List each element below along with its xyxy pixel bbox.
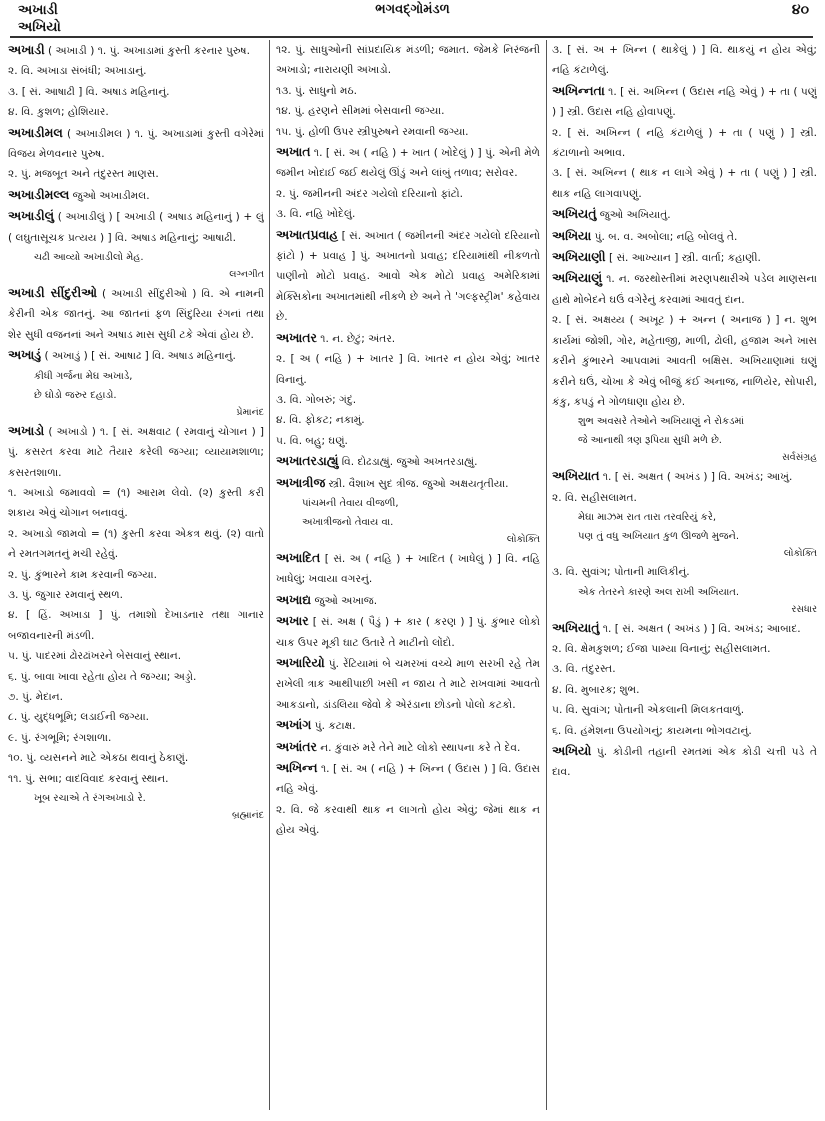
definition-text: ( અખાડી સીંદુરીઓ ) વિ. એ નામની કેરીની એક જાતનું. આ જાતનાં ફળ સિંદુરિયા રંગનાં તથા શેર સુધી વજનનાં અને અષાડ માસ સુધી ટકે એવાં હોય છે. [8,288,264,341]
dictionary-entry [276,473,540,494]
dictionary-entry [276,737,540,758]
definition-text: પું. રેંટિયામાં બે ચમરખાં વચ્ચે માળ સરખી રહે તેમ રાખેલી ત્રાક આથીપાછી ખસી ન જાય તે માટે રાખવામાં આવતો આકડાનો, ડાંડલિયા જેવો કે એરંડાના છોડનો પોલો કટકો. [276,657,540,711]
sense-text: ૧૫. પું. હોળી ઉપર સ્ત્રીપુરુષને રમવાની જગ્યા. [276,125,469,138]
headword: અખિયા [552,227,592,243]
sense-text: ૩. વિ. ગોબરું; ગંદું. [276,393,357,406]
column-divider [546,40,547,1110]
definition-text: ન. કુંવારું મરે તેને માટે લોકો સ્થાપના કરે તે દેવ. [316,741,521,754]
sense-text: ૨. [ સં. અખિન્ન ( નહિ કંટાળેલું ) + તા ( પણું ) ] સ્ત્રી. કંટાળાનો અભાવ. [552,126,817,160]
sense-text: ૩. પું. જુગાર રમવાનું સ્થળ. [8,588,124,601]
quote-source: બ્રહ્માનંદ [232,810,264,821]
sense-text: ૪. વિ. ફોકટ; નકામું. [276,414,365,427]
dictionary-entry [552,741,817,783]
sense-text: ૧૩. પું. સાધુનો મઠ. [276,84,358,97]
headword: અખિન્નતા [552,82,605,98]
definition-text: પું. કોડીની તહાની રમતમાં એક કોડી ચત્તી પડે તે દાવ. [552,745,817,779]
sense-text: ૫. પું. પાદરમાં ઢોરઢાંખરને બેસવાનું સ્થાન. [8,650,182,663]
definition-text: ૧. [ સં. અખિન્ન ( ઉદાસ નહિ એવું ) + તા ( પણું ) ] સ્ત્રી. ઉદાસ નહિ હોવાપણું. [552,85,817,119]
dictionary-entry [276,328,540,349]
dictionary-entry [552,268,817,310]
quote-line: પણ તું વધુ અખિયાત કુળ ઊજળે મુજને. [578,531,740,543]
headword: અખિયાણું [552,270,603,286]
sense-text: ૭. પું. મેદાન. [8,690,63,703]
headword: અખિયાતું [552,619,600,635]
definition-text: વિ. દોઢડાહ્યું. જુઓ અખતરડાહ્યું. [338,456,478,469]
headword: અખાતરડાહ્યું [276,453,339,469]
quote-line: મેઘા માઝમ રાત તારા તરવરિયું કરે, [578,512,717,524]
definition-text: ( અખાડીલું ) [ અખાડી ( અષાડ મહિનાનું ) + લું ( લઘુતાસૂચક પ્રત્યય ) ] વિ. અષાડ મહિનાનું; આષાઢી. [8,211,264,244]
quote-line: કીધી ગર્જના મેઘ અખાડે, [34,370,133,382]
column-2 [276,40,540,1110]
running-title: ભગવદ્ગોમંડળ [375,2,450,17]
sense-text: ૩. વિ. તંદુરસ્ત. [552,663,616,676]
headword: અખાતર [276,329,317,345]
headword: અખિયતું [552,206,597,222]
dictionary-entry [8,185,264,206]
definition-text: [ સં. અક્ષ ( પૈડું ) + કાર ( કરણ ) ] પું. કુંભાર લોકો ચાક ઉપર મૂકી ઘાટ ઉતારે તે માટીનો લોંદો. [276,616,540,649]
sense-text: ૨. વિ. ક્ષેમકુશળ; ઈજા પામ્યા વિનાનું; સહીસલામત. [552,642,771,655]
definition-text: ૧. [ સં. અ ( નહિ ) + ખાત ( ખોદેલું ) ] પું. એની મેળે જમીન ખોદાઈ જઈ થયેલું ઊંડું અને લાંબું તળાવ; સરોવર. [276,147,540,180]
dictionary-entry [8,345,264,366]
quote-source: રસધાર [791,603,817,615]
example-quote [552,583,817,602]
quote-line: અખાત્રીજનો તેવાય વા. [302,516,394,528]
quote-line: છે ઘોડો જરુર દહાડો. [34,389,117,401]
headword: અખાડીલું [8,208,55,224]
dictionary-entry [552,81,817,123]
quote-source: લોકોક્તિ [506,533,540,545]
definition-text: ૧. [ સં. અક્ષત ( અખંડ ) ] વિ. અખંડ; આબાદ. [599,622,801,635]
dictionary-entry [8,283,264,345]
definition-text: ( અખાડી ) ૧. પું. અખાડામાં કુસ્તી કરનાર પુરુષ. [44,45,250,57]
quote-source: લોકોક્તિ [783,548,817,560]
dictionary-entry [8,123,264,165]
sense-text: ૨. પું. જમીનની અંદર ગયેલો દરિયાનો ફાંટો. [276,187,463,200]
dictionary-entry [552,466,817,487]
definition-text: [ સં. અખાત ( જમીનની અંદર ગયેલો દરિયાનો ફાંટો ) + પ્રવાહ ] પું. અખાતનો પ્રવાહ; દરિયામાંથી નીકળતો પાણીનો મોટો પ્રવાહ. આવો એક મોટો પ્રવાહ અમેરિકામાં મેક્સિકોના અખાતમાંથી નીકળે છે અને તે 'ગલ્ફસ્ટ્રીમ' કહેવાય છે. [276,229,540,324]
headword: અખાત [276,144,311,160]
headword: અખાડીમલ્લ [8,186,70,202]
example-quote [8,367,264,405]
dictionary-entry [276,758,540,800]
headword: અખારિયો [276,654,325,670]
definition-text: પું. બ. વ. અબોલા; નહિ બોલવું તે. [591,230,738,243]
dictionary-entry [276,715,540,736]
quote-line: પાંચમની તેવાય વીજળી, [302,497,399,509]
headword: અખાર [276,613,309,629]
quote-line: ચઢી આવ્યો અખાડીલો મેહ. [34,252,144,264]
definition-text: [ સં. અ ( નહિ ) + ખાદિત ( ખાધેલું ) ] વિ. નહિ ખાધેલું; ખવાયા વગરનું. [276,552,540,586]
dictionary-entry [276,451,540,472]
sense-text: ૪. [ હિં. અખાડા ] પું. તમાશો દેખાડનાર તથા ગાનાર બજાવનારની મંડળી. [8,609,264,642]
column-3 [552,40,817,1110]
definition-text: ૧. [ સં. અક્ષત ( અખંડ ) ] વિ. અખંડ; આખું. [599,471,793,484]
dictionary-entry [276,590,540,611]
headword: અખાત્રીજ [276,474,326,490]
sense-text: ૨. પું. મજબૂત અને તંદુરસ્ત માણસ. [8,168,159,181]
sense-text: ૬. પું. બાવા ખાવા રહેતા હોય તે જગ્યા; અડ્ડો. [8,670,197,683]
headword: અખાંગ [276,717,312,733]
sense-text: ૨. [ અ ( નહિ ) + ખાતર ] વિ. ખાતર ન હોય એવું; ખાતર વિનાનું. [276,353,540,386]
dictionary-entry [8,421,264,483]
example-quote [552,412,817,450]
sense-text: ૧૧. પું. સભા; વાદવિવાદ કરવાનું સ્થાન. [8,772,169,785]
quote-source: પ્રેમાનંદ [236,406,264,418]
definition-text: ૧. ન. છેટું; અંતર. [316,332,396,345]
sense-text: ૧૦. પું. વ્યસનને માટે એકઠા થવાનું ઠેકાણું. [8,752,189,765]
sense-text: ૨. વિ. અખાડા સંબંધી; અખાડાનું. [8,65,147,78]
definition-text: જુઓ અખાડીમલ. [69,189,150,202]
definition-text: ( અખાડો ) ૧. [ સં. અક્ષવાટ ( રમવાનું ચોગાન ) ] પું. કસરત કરવા માટે તૈયાર કરેલી જગ્યા; વ્યાયામશાળા; કસરતશાળા. [8,425,264,479]
sense-text: ૪. વિ. કુશળ; હોશિયાર. [8,106,109,119]
dictionary-entry [552,226,817,247]
sense-text: ૪. વિ. મુબારક; શુભ. [552,683,640,696]
headword: અખાદ્ય [276,591,312,607]
quote-line: જે આનાથી ત્રણ રૂપિયા સુધી મળે છે. [578,435,722,447]
headword: અખાતપ્રવાહ [276,226,339,242]
sense-text: ૮. પું. યુદ્ધભૂમિ; લડાઈની જગ્યા. [8,711,150,724]
dictionary-entry [552,618,817,639]
headword: અખિયાણી [552,249,606,265]
quote-line: શુભ અવસરે તેઓને અખિયાણું ને રોકડમાં [578,416,745,428]
headword: અખાડો [8,422,45,438]
definition-text: [ સં. આખ્યાન ] સ્ત્રી. વાર્તા; કહાણી. [605,252,761,265]
headword: અખાડી [8,42,45,57]
quote-source: સર્વસંગ્રહ [782,452,817,464]
definition-text: જુઓ અખાજ. [311,594,378,607]
sense-text: ૩. [ સં. અખિન્ન ( થાક ન લાગે એવું ) + તા ( પણું ) ] સ્ત્રી. થાક નહિ લાગવાપણું. [552,167,817,200]
sense-text: ૯. પું. રંગભૂમિ; રંગશાળા. [8,731,112,744]
sense-text: ૨. [ સં. અક્ષય્ય ( અખૂટ ) + અન્ન ( અનાજ ) ] ન. શુભ કાર્યમાં જોશી, ગોર, મહેતાજી, માળી, ઢોલી, હજામ અને ખાસ કરીને કુંભારને આપવામાં આવતી બક્ષિસ. અખિયાણામાં ઘણું કરીને ઘઉં, ચોખા કે એવું બીજું કંઈ અનાજ, નાળિયેર, સોપારી, કંકુ, કપડું ને ગોળધાણા હોય છે. [552,314,817,408]
definition-text: સ્ત્રી. વૈશાખ સુદ ત્રીજ. જુઓ અક્ષયતૃતીયા. [325,477,509,490]
page-number: ૪૦ [791,2,809,18]
sense-text: ૩. [ સં. આષાઢી ] વિ. અષાડ મહિનાનું. [8,85,170,98]
example-quote [8,248,264,267]
sense-text: ૨. અખાડો જામવો = (૧) કુસ્તી કરવા એકત્ર થવું. (૨) વાતો ને રમતગમતનું મચી રહેવું. [8,527,264,561]
definition-text: પું. કટાક્ષ. [311,720,356,733]
example-quote [8,789,264,808]
column-1 [8,40,264,1110]
sense-text: ૧૨. પું. સાધુઓની સાંપ્રદાયિક મંડળી; જમાત. જેમકે નિરંજની અખાડો; નારાયણી અખાડો. [276,44,540,77]
headword: અખાડી સીંદુરીઓ [8,285,97,301]
dictionary-entry [276,548,540,590]
sense-text: ૬. વિ. હંમેશના ઉપયોગનું; કાયમના ભોગવટાનું. [552,724,752,737]
guide-word-first: અખાડી [18,2,58,18]
dictionary-entry [276,225,540,328]
sense-text: ૩. [ સં. અ + ખિન્ન ( થાકેલું ) ] વિ. થાકયું ન હોય એવું; નહિ કંટાળેલું. [552,44,817,77]
example-quote [276,494,540,532]
headword: અખિન્ન [276,760,318,775]
dictionary-entry [8,206,264,248]
dictionary-entry [552,247,817,268]
sense-text: ૩. વિ. સુવાંગ; પોતાની માલિકીનું. [552,566,690,579]
sense-text: ૧. અખાડો જમાવવો = (૧) આરામ લેવો. (૨) કુસ્તી કરી શકાય એવું ચોગાન બનાવવું. [8,486,264,520]
quote-source: લગ્નગીત [229,269,264,281]
definition-text: ( અખાડું ) [ સં. આષાઢ ] વિ. અષાડ મહિનાનું. [41,350,236,363]
definition-text: જુઓ અખિયાતું. [596,209,671,222]
dictionary-entry [276,142,540,184]
example-quote [552,508,817,546]
sense-text: ૫. વિ. સુવાંગ; પોતાની એકલાની મિલકતવાળું. [552,704,745,717]
sense-text: ૨. પું. કુંભારને કામ કરવાની જગ્યા. [8,568,157,581]
header-rule [10,36,813,38]
sense-text: ૩. વિ. નહિ ખોદેલું. [276,208,356,221]
dictionary-entry [552,204,817,225]
dictionary-entry [276,611,540,653]
headword: અખાદિત [276,549,321,565]
sense-text: ૧૪. પું. હરણને સીમમાં બેસવાની જગ્યા. [276,105,445,118]
definition-text: ( અખાડીમલ ) ૧. પું. અખાડામાં કુસ્તી વગેરેમાં વિજય મેળવનાર પુરુષ. [8,127,264,161]
quote-line: એક તેતરને કારણે અલ રાખી અખિયાત. [578,586,740,598]
sense-text: ૨. વિ. જે કરવાથી થાક ન લાગતો હોય એવું; જેમાં થાક ન હોય એવું. [276,803,540,837]
definition-text: ૧. [ સં. અ ( નહિ ) + ખિન્ન ( ઉદાસ ) ] વિ. ઉદાસ નહિ એવું. [276,763,540,796]
guide-word-last: અખિયો [18,19,61,35]
definition-text: ૧. ન. જરથોસ્તીમાં મરણપથારીએ પડેલ માણસના હાથે મોબેદને ઘઉં વગેરેનું કરવામાં આવતું દાન. [552,273,817,306]
headword: અખાડું [8,347,42,363]
quote-line: ખૂબ રચાએ તે રંગઅખાડો રે. [34,793,146,804]
headword: અખિયો [552,742,592,758]
sense-text: ૨. વિ. સહીસલામત. [552,491,637,504]
headword: અખાંતર [276,738,317,754]
headword: અખાડીમલ [8,124,63,140]
headword: અખિયાત [552,468,600,484]
column-divider [269,40,270,1110]
dictionary-entry [276,653,540,715]
sense-text: ૫. વિ. બહુ; ઘણું. [276,434,348,447]
dictionary-entry [8,40,264,61]
